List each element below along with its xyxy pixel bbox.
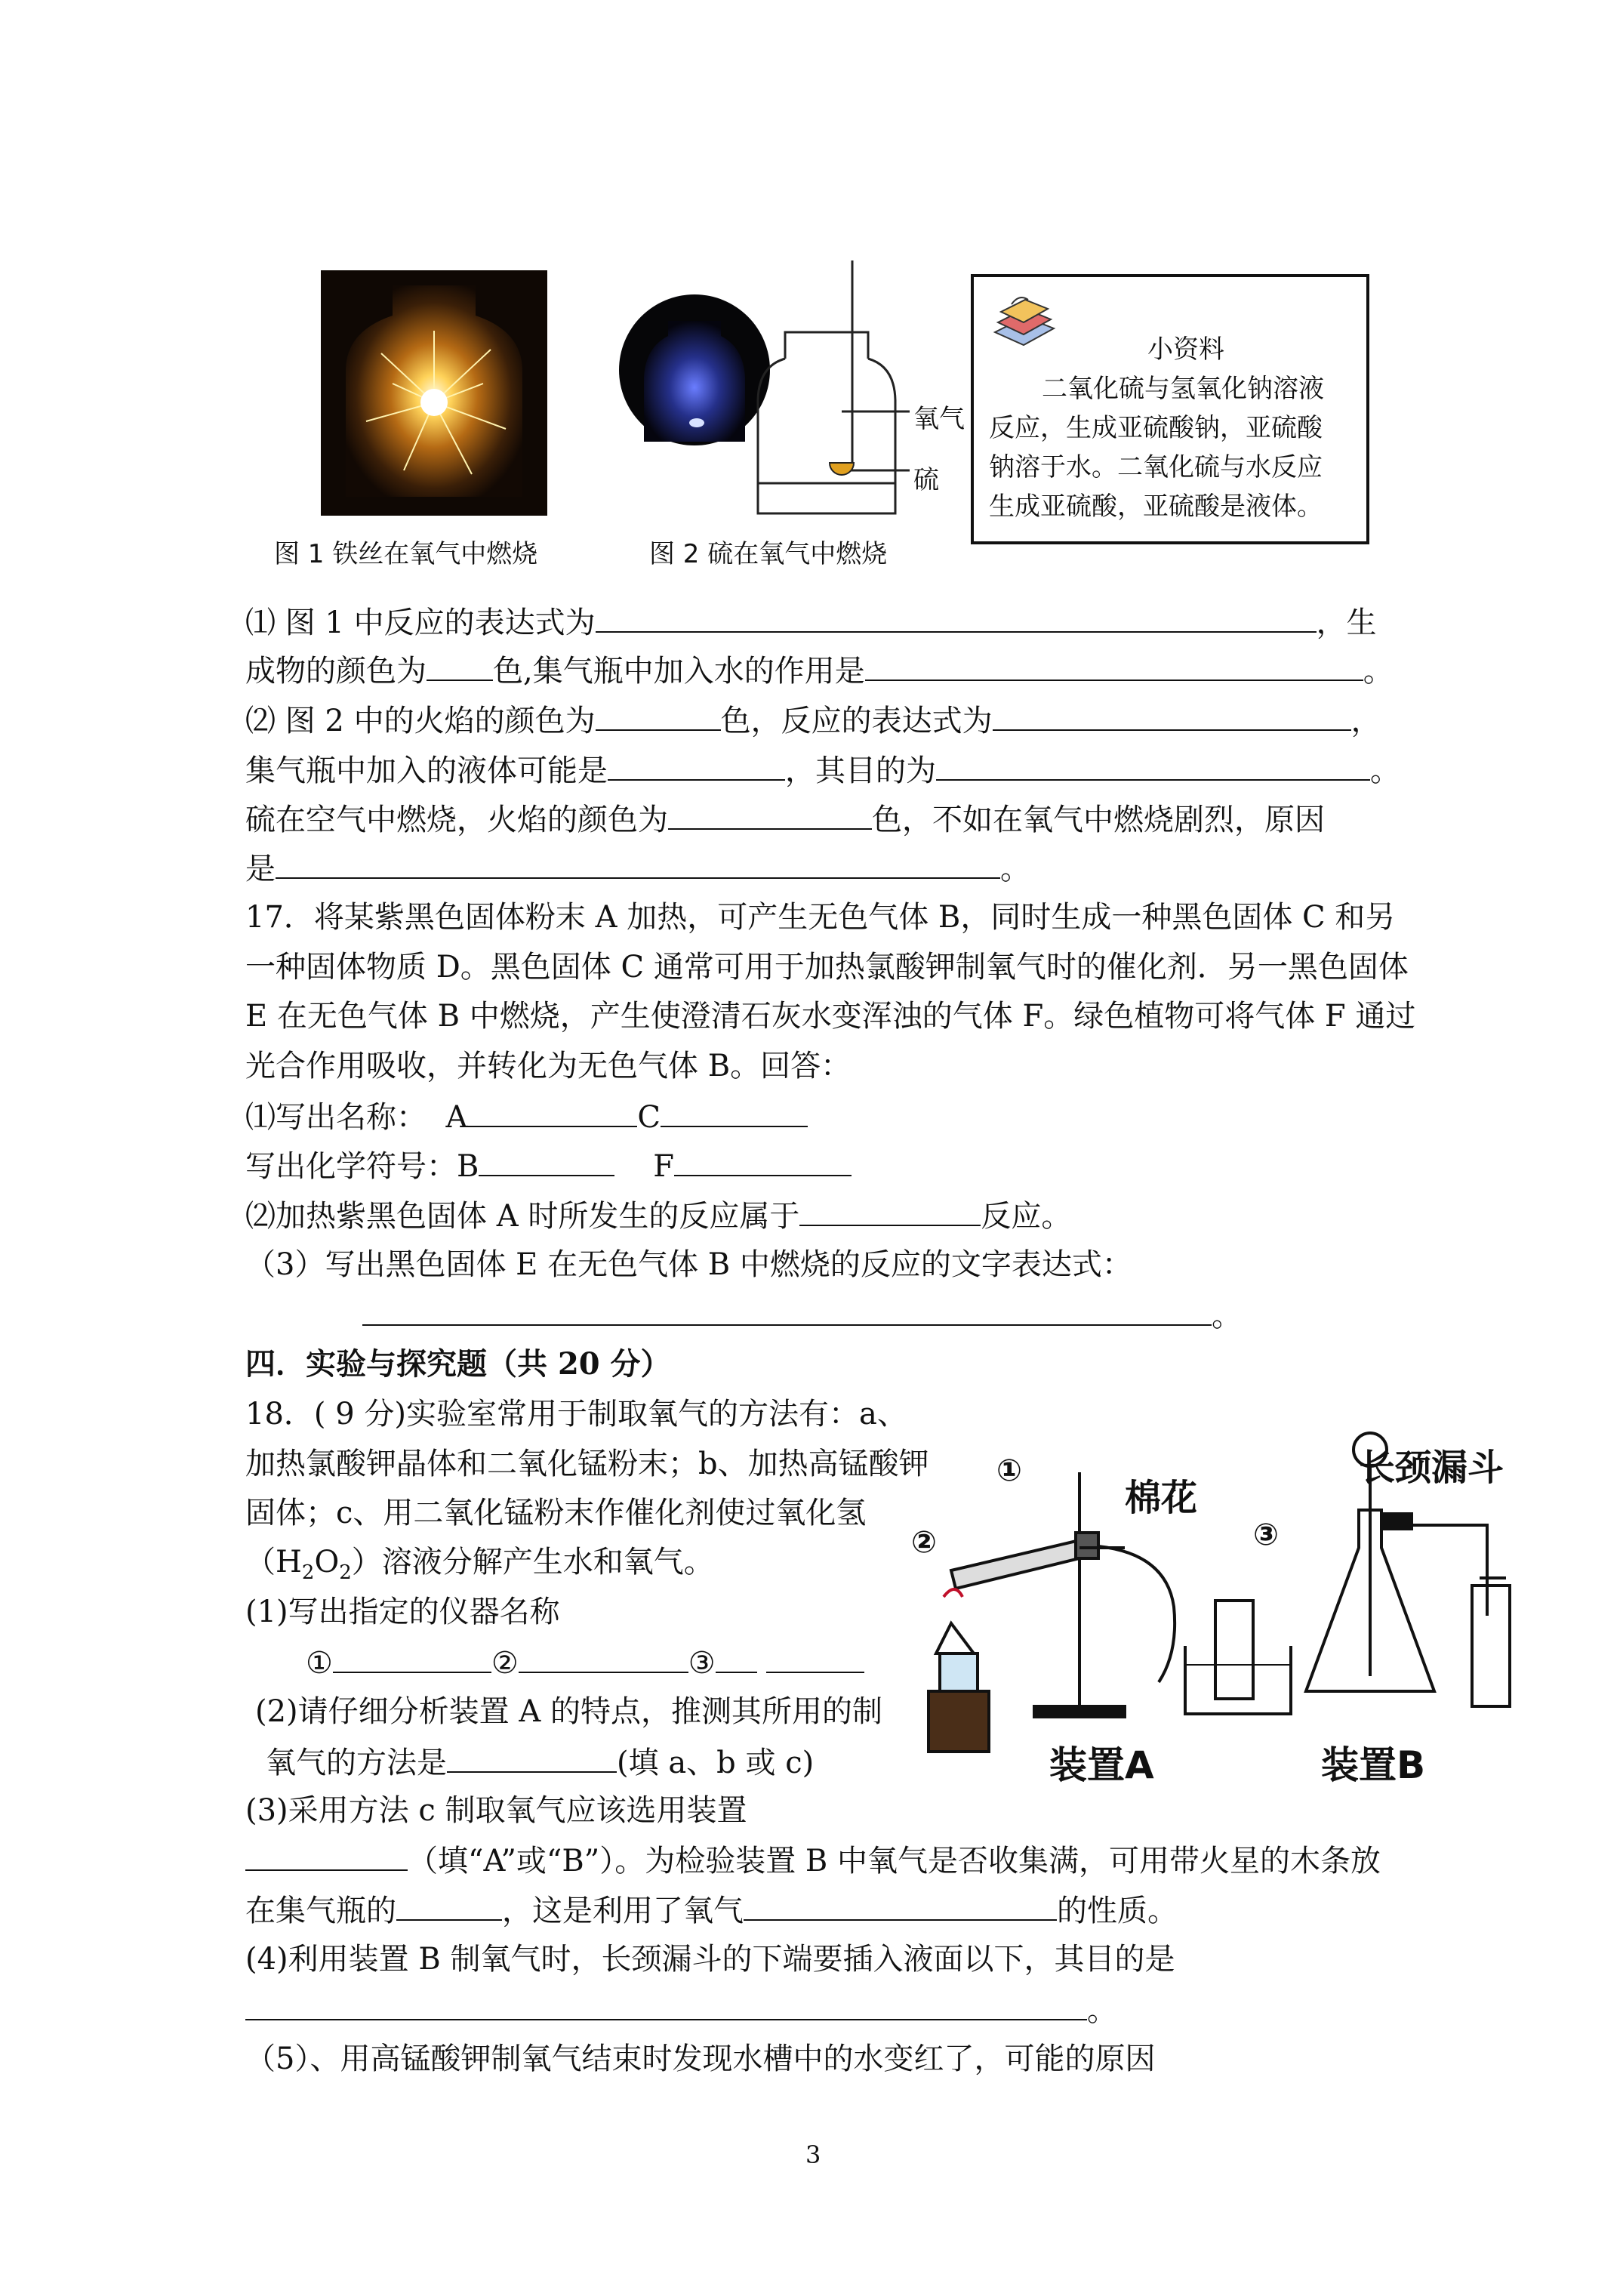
answer-blank[interactable] [799,1191,981,1226]
answer-blank[interactable] [447,1738,617,1773]
q18-sub-2b: 氧气的方法是 (填 a、b 或 c) [266,1738,814,1786]
q18-sub-2a: (2)请仔细分析装置 A 的特点，推测其所用的制 [255,1694,882,1729]
q18-line-2: 加热氯酸钾晶体和二氧化锰粉末；b、加热高锰酸钾 [245,1447,929,1481]
q18-sub-3a: (3)采用方法 c 制取氧气应该选用装置 [245,1793,747,1828]
q17-sub-4-blank: 。 [362,1291,1242,1339]
answer-blank[interactable] [596,598,1317,633]
answer-blank[interactable] [519,1638,688,1673]
q17-sub-2: 写出化学符号：B F [245,1142,852,1190]
q18-line-4: $(H_2O_2)$溶液分解产生水和氧气。 [245,1545,714,1584]
answer-blank[interactable] [744,1886,1057,1921]
q18-line-3: 固体；c、用二氧化锰粉末作催化剂使过氧化氢 [245,1496,867,1530]
q16-line-2: 成物的颜色为 色,集气瓶中加入水的作用是 。 [245,646,1394,695]
answer-blank[interactable] [674,1142,852,1176]
apparatus-mark-2: ② [911,1525,937,1560]
info-box [971,274,1369,544]
info-box-line-4: 生成亚硫酸，亚硫酸是液体。 [989,492,1323,522]
answer-blank[interactable] [467,1093,637,1127]
answer-blank[interactable] [993,696,1351,731]
q18-sub-5: （5）、用高锰酸钾制氧气结束时发现水槽中的水变红了，可能的原因 [245,2042,1156,2076]
answer-blank[interactable] [661,1093,808,1127]
answer-blank[interactable] [245,1836,408,1871]
answer-blank[interactable] [333,1638,491,1673]
answer-blank[interactable] [276,844,1000,879]
q18-sub-1-blanks: ① ② ③ [306,1638,864,1687]
q18-sub-1: (1)写出指定的仪器名称 [245,1595,560,1629]
q17-line-2: 一种固体物质 D。黑色固体 C 通常可用于加热氯酸钾制氧气时的催化剂．另一黑色固体 [245,950,1409,985]
q18-sub-4-blank: 。 [245,1986,1117,2034]
figure-1-caption: 图 1 铁丝在氧气中燃烧 [274,539,538,569]
answer-blank[interactable] [668,795,872,830]
q18-line-1: 18．( 9 分)实验室常用于制取氧气的方法有：a、 [245,1397,907,1432]
apparatus-label-funnel: 长颈漏斗 [1359,1447,1504,1489]
answer-blank[interactable] [362,1291,1212,1326]
q16-line-1: ⑴ 图 1 中反应的表达式为 ，生 [245,598,1377,646]
q17-sub-4: （3）写出黑色固体 E 在无色气体 B 中燃烧的反应的文字表达式： [245,1247,1132,1282]
page-number: 3 [805,2140,821,2169]
answer-blank[interactable] [396,1886,502,1921]
q16-line-6: 是 。 [245,844,1030,892]
figure-2-drawing [615,260,959,529]
info-box-line-1: 二氧化硫与氢氧化钠溶液 [1042,374,1324,404]
q17-line-4: 光合作用吸收，并转化为无色气体 B。回答： [245,1049,852,1083]
answer-blank[interactable] [427,646,493,681]
q17-sub-1: ⑴写出名称： A C [245,1093,808,1141]
apparatus-label-cotton: 棉花 [1125,1477,1198,1519]
answer-blank[interactable] [865,646,1363,681]
answer-blank[interactable] [766,1638,864,1673]
section-4-heading: 四．实验与探究题（共 20 分） [245,1346,671,1382]
apparatus-label-device-b: 装置B [1321,1743,1426,1787]
answer-blank[interactable] [608,746,785,781]
apparatus-label-device-a: 装置A [1049,1743,1154,1787]
info-box-line-3: 钠溶于水。二氧化硫与水反应 [989,452,1323,482]
q18-sub-3b: （填“A”或“B”）。为检验装置 B 中氧气是否收集满，可用带火星的木条放 [245,1836,1381,1885]
q18-sub-3c: 在集气瓶的 ，这是利用了氧气 的性质。 [245,1886,1178,1934]
figure-1-photo [321,270,547,516]
answer-blank[interactable] [479,1142,614,1176]
answer-blank[interactable] [936,746,1370,781]
figure-2-label-oxygen: 氧气 [913,404,965,434]
apparatus-mark-1: ① [996,1453,1022,1488]
q16-line-4: 集气瓶中加入的液体可能是 ，其目的为 。 [245,746,1400,794]
answer-blank[interactable] [596,696,721,731]
q17-line-3: E 在无色气体 B 中燃烧，产生使澄清石灰水变浑浊的气体 F。绿色植物可将气体 F 通过 [245,999,1416,1034]
q16-line-3: ⑵ 图 2 中的火焰的颜色为 色，反应的表达式为 ， [245,696,1381,744]
q17-sub-3: ⑵加热紫黑色固体 A 时所发生的反应属于 反应。 [245,1191,1071,1240]
book-icon [989,291,1057,351]
q16-line-5: 硫在空气中燃烧，火焰的颜色为 色，不如在氧气中燃烧剧烈，原因 [245,795,1325,843]
info-box-line-2: 反应，生成亚硫酸钠，亚硫酸 [989,413,1323,443]
q18-sub-4: (4)利用装置 B 制氧气时，长颈漏斗的下端要插入液面以下，其目的是 [245,1942,1175,1977]
info-box-title: 小资料 [1147,334,1224,365]
q17-line-1: 17．将某紫黑色固体粉末 A 加热，可产生无色气体 B，同时生成一种黑色固体 C 和另 [245,900,1396,935]
figure-2-label-sulfur: 硫 [913,465,939,495]
apparatus-mark-3: ③ [1253,1518,1279,1552]
figure-2-caption: 图 2 硫在氧气中燃烧 [649,539,888,569]
answer-blank[interactable] [245,1986,1087,2020]
answer-blank[interactable] [716,1638,757,1673]
